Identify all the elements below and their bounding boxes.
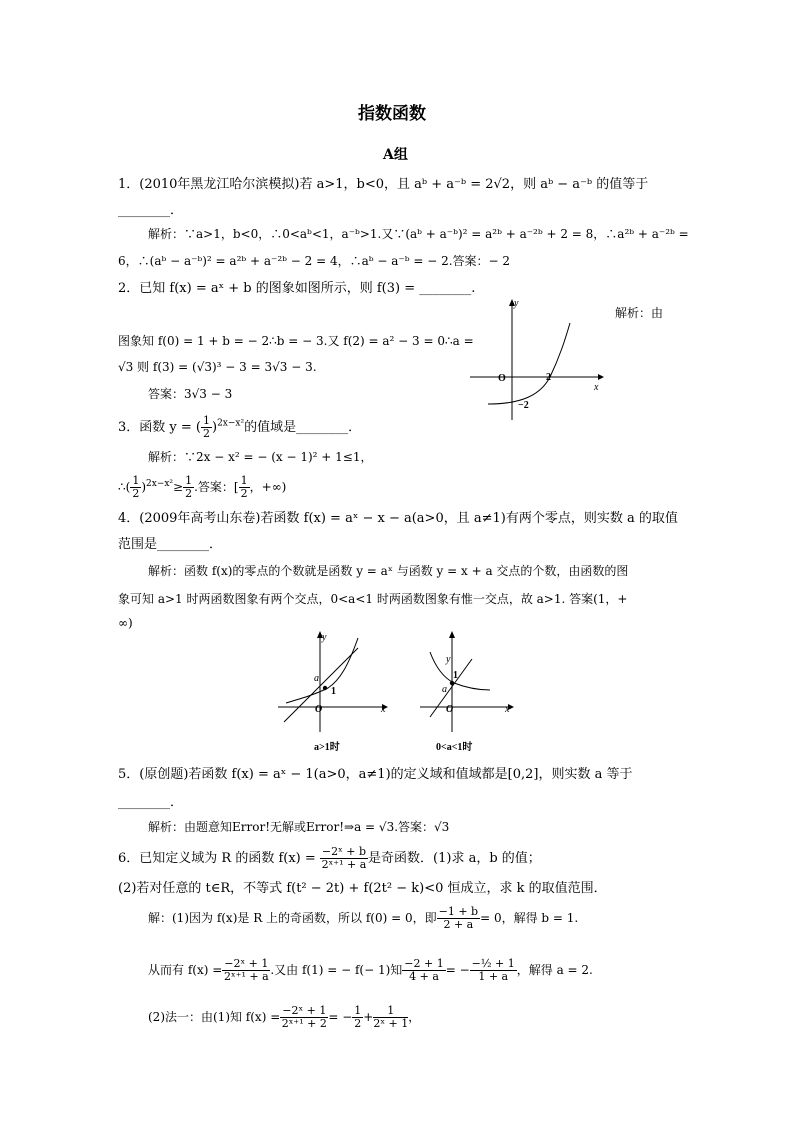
graph1-x-label: x <box>594 382 599 393</box>
solution-6-line-3: (2)法一：由(1)知 f(x) = $\frac{\text{−2ˣ + 1}}{\text{2ˣ⁺¹ + 2}}$ = − $\frac{1}{2}$ + $\frac{1}{\text{2ˣ + 1}}$ ， <box>148 1004 421 1030</box>
solution-6-line-2: 从而有 f(x) = $\frac{\text{−2ˣ + 1}}{\text{2ˣ⁺¹ + a}}$ .又由 f(1) = − f(− 1)知 $\frac{-2 + 1}{4 + a}$ = − $\frac{\text{−½ + 1}}{1 + a}$ ，解得 a = 2. <box>148 957 593 983</box>
solution-4-line-2: 象可知 a>1 时两函数图象有两个交点，0<a<1 时两函数图象有惟一交点，故 a>1. 答案(1，+ <box>118 592 628 606</box>
page-title: 指数函数 <box>358 104 426 124</box>
solution-2-line-2: √3 则 f(3) = (√3)³ − 3 = 3√3 − 3. <box>118 360 317 374</box>
graph2-y-label: y <box>322 632 327 643</box>
solution-3-line-1: 解析：∵2x − x² = − (x − 1)² + 1≤1， <box>148 450 373 464</box>
solution-4-line-3: ∞) <box>118 616 133 630</box>
graph1-y-tick: −2 <box>518 400 529 411</box>
problem-4-line-2: 范围是________． <box>118 537 223 552</box>
graph1-y-label: y <box>514 298 519 309</box>
solution-2-head: 解析：由 <box>615 306 664 320</box>
graph-problem-4-left <box>278 630 393 755</box>
solution-1-line-1: 解析：∵a>1，b<0，∴0<aᵇ<1，a⁻ᵇ>1.又∵(aᵇ + a⁻ᵇ)² = a²ᵇ + a⁻²ᵇ + 2 = 8，∴a²ᵇ + a⁻²ᵇ = <box>148 227 689 241</box>
graph3-x-label: x <box>505 704 510 715</box>
graph2-x-label: x <box>381 704 386 715</box>
solution-5: 解析：由题意知Error!无解或Error!⇒a = √3.答案：√3 <box>148 820 450 834</box>
problem-3: 3．函数 y = ( $\frac{1}{2}$ )$^{2x-x^2}$的值域是________． <box>118 414 362 440</box>
graph1-x-tick: 2 <box>546 372 551 383</box>
problem-5-blank: ________． <box>118 795 184 810</box>
solution-1-line-2: 6，∴(aᵇ − a⁻ᵇ)² = a²ᵇ + a⁻²ᵇ − 2 = 4，∴aᵇ − a⁻ᵇ = − 2.答案：− 2 <box>118 254 511 268</box>
graph1-origin: O <box>498 373 506 384</box>
problem-1-blank: ________． <box>118 203 184 218</box>
problem-2: 2．已知 f(x) = aˣ + b 的图象如图所示，则 f(3) = ________. <box>118 281 476 296</box>
graph3-caption: 0<a<1时 <box>436 742 473 753</box>
graph3-origin: O <box>446 704 454 715</box>
answer-2: 答案：3√3 − 3 <box>148 387 233 401</box>
solution-6-line-1: 解：(1)因为 f(x)是 R 上的奇函数，所以 f(0) = 0，即 $\frac{-1 + b}{2 + a}$ = 0，解得 b = 1. <box>148 905 579 931</box>
graph3-y-label: y <box>446 654 451 665</box>
graph2-origin: O <box>315 704 323 715</box>
problem-6-part-2: (2)若对任意的 t∈R，不等式 f(t² − 2t) + f(2t² − k)<0 恒成立，求 k 的取值范围． <box>118 881 607 896</box>
graph3-a-label: a <box>442 684 447 695</box>
graph3-one-label: 1 <box>453 670 458 681</box>
graph2-one-label: 1 <box>331 686 336 697</box>
graph-problem-2 <box>470 298 605 420</box>
graph2-caption: a>1时 <box>314 742 340 753</box>
graph2-a-label: a <box>314 673 319 684</box>
solution-4-line-1: 解析：函数 f(x)的零点的个数就是函数 y = aˣ 与函数 y = x + a 交点的个数，由函数的图 <box>148 564 629 578</box>
graph-problem-4-right <box>412 630 522 755</box>
problem-6: 6．已知定义域为 R 的函数 f(x) = $\frac{\text{−2ˣ + b}}{\text{2ˣ⁺¹ + a}}$ 是奇函数．(1)求 a，b 的值； <box>118 845 541 871</box>
problem-1: 1．(2010年黑龙江哈尔滨模拟)若 a>1，b<0，且 aᵇ + a⁻ᵇ = 2√2，则 aᵇ − a⁻ᵇ 的值等于 <box>118 177 649 192</box>
problem-5: 5．(原创题)若函数 f(x) = aˣ − 1(a>0，a≠1)的定义域和值域都是[0,2]，则实数 a 等于 <box>118 767 633 782</box>
solution-2-line-1: 图象知 f(0) = 1 + b = − 2∴b = − 3.又 f(2) = a² − 3 = 0∴a = <box>118 334 474 348</box>
problem-4: 4．(2009年高考山东卷)若函数 f(x) = aˣ − x − a(a>0，且 a≠1)有两个零点，则实数 a 的取值 <box>118 511 678 526</box>
solution-3-line-2: ∴( $\frac{1}{2}$ )$^{2x-x^2}$≥ $\frac{1}{2}$ .答案：[ $\frac{1}{2}$ ，+∞) <box>118 474 287 500</box>
group-heading: A组 <box>383 147 408 163</box>
